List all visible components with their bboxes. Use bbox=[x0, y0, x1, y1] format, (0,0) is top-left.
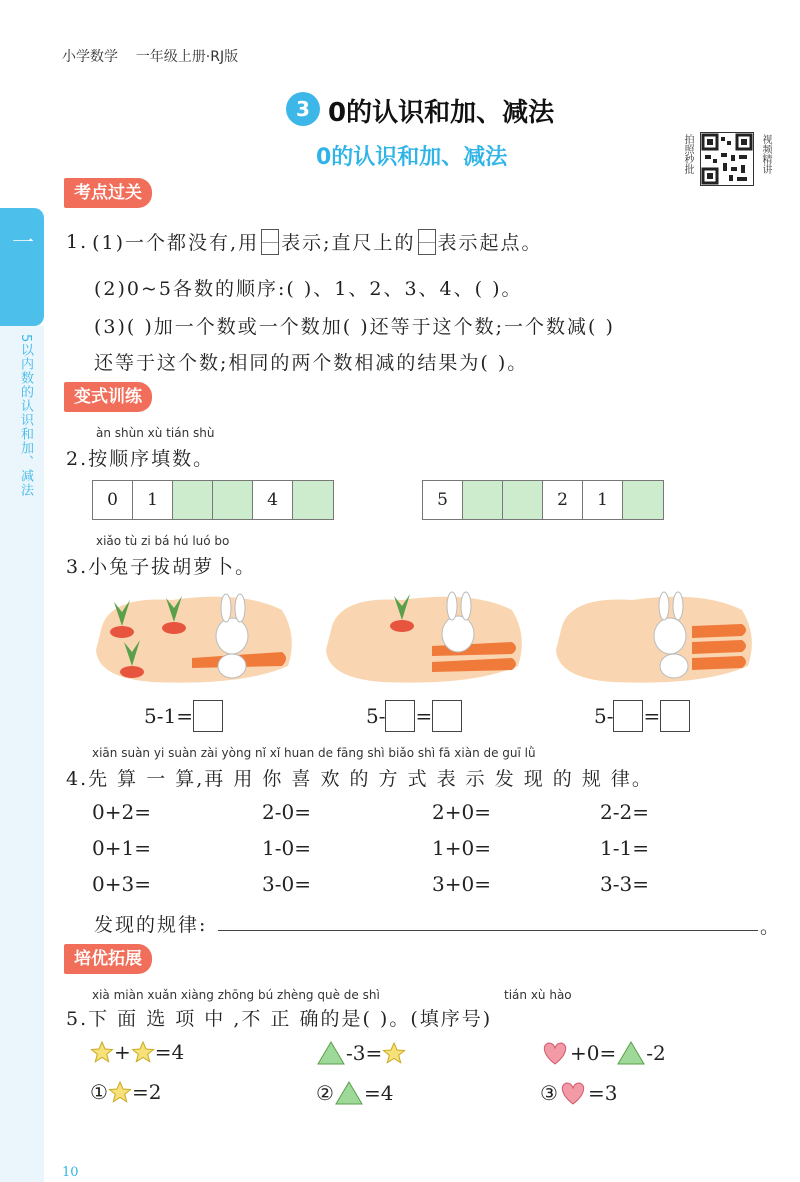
qr-code-icon[interactable] bbox=[700, 132, 754, 186]
question-2-text: 2.按顺序填数。 bbox=[66, 448, 215, 470]
chapter-tab-number: 一 bbox=[12, 231, 35, 256]
option-3[interactable]: ③ =3 bbox=[540, 1081, 618, 1105]
question-3-text: 3.小兔子拔胡萝卜。 bbox=[66, 556, 257, 578]
star-icon bbox=[382, 1041, 406, 1065]
rabbit-carrot-scene-1 bbox=[92, 586, 302, 692]
answer-box[interactable] bbox=[613, 700, 643, 732]
section-header-peiyou: 培优拓展 bbox=[64, 944, 152, 974]
star-icon bbox=[131, 1040, 155, 1064]
page-number: 10 bbox=[62, 1165, 79, 1180]
rule-answer-line[interactable] bbox=[218, 930, 758, 931]
sequence-blank-cell[interactable] bbox=[213, 481, 253, 519]
heart-icon bbox=[540, 1040, 570, 1066]
calc: 2-2= bbox=[600, 800, 649, 824]
sequence-blank-cell[interactable] bbox=[623, 481, 663, 519]
sequence-row-2 bbox=[422, 480, 664, 520]
calc: 0+3= bbox=[92, 872, 151, 896]
equation-3: 5- = bbox=[594, 700, 690, 732]
sequence-cell: 2 bbox=[543, 481, 583, 519]
triangle-icon bbox=[334, 1080, 364, 1106]
equation-1: 5-1= bbox=[144, 700, 223, 732]
book-header: 小学数学 一年级上册·RJ版 bbox=[62, 49, 239, 65]
calc: 1+0= bbox=[432, 836, 491, 860]
calc: 1-0= bbox=[262, 836, 311, 860]
question-1-line-2: (2)0~5各数的顺序:( )、1、2、3、4、( )。 bbox=[94, 278, 523, 300]
answer-box[interactable] bbox=[193, 700, 223, 732]
heart-icon bbox=[558, 1080, 588, 1106]
question-5-pinyin-2: tián xù hào bbox=[504, 988, 572, 1002]
calc: 2+0= bbox=[432, 800, 491, 824]
question-5-pinyin: xià miàn xuǎn xiàng zhōng bú zhèng què de shì bbox=[92, 988, 380, 1002]
option-2[interactable]: ② =4 bbox=[316, 1081, 394, 1105]
question-4-text: 4.先 算 一 算,再 用 你 喜 欢 的 方 式 表 示 发 现 的 规 律。 bbox=[66, 768, 653, 790]
option-star-sum: + =4 bbox=[90, 1040, 184, 1064]
sequence-cell: 0 bbox=[93, 481, 133, 519]
rabbit-carrot-scene-3 bbox=[552, 586, 762, 692]
unit-number-badge: 3 bbox=[286, 92, 320, 126]
qr-right-label: 视频精讲 bbox=[760, 134, 771, 174]
sequence-cell: 5 bbox=[423, 481, 463, 519]
sequence-cell: 1 bbox=[583, 481, 623, 519]
answer-box[interactable] bbox=[432, 700, 462, 732]
triangle-icon bbox=[316, 1040, 346, 1066]
question-4-pinyin: xiān suàn yi suàn zài yòng nǐ xǐ huan de fāng shì biǎo shì fā xiàn de guī lǜ bbox=[92, 746, 536, 760]
sequence-blank-cell[interactable] bbox=[173, 481, 213, 519]
equation-2: 5- = bbox=[366, 700, 462, 732]
rule-end: 。 bbox=[760, 916, 782, 938]
option-triangle-minus: -3= bbox=[316, 1040, 406, 1066]
qr-left-label: 拍照秒批 bbox=[682, 134, 693, 174]
calc: 3-3= bbox=[600, 872, 649, 896]
star-icon bbox=[90, 1040, 114, 1064]
answer-box[interactable] bbox=[385, 700, 415, 732]
question-1-line-3: (3)( )加一个数或一个数加( )还等于这个数;一个数减( ) bbox=[94, 316, 615, 338]
rabbit-carrot-scene-2 bbox=[322, 586, 532, 692]
calc: 3+0= bbox=[432, 872, 491, 896]
question-1-line-4: 还等于这个数;相同的两个数相减的结果为( )。 bbox=[94, 352, 529, 374]
sequence-cell: 4 bbox=[253, 481, 293, 519]
section-header-kaodian: 考点过关 bbox=[64, 178, 152, 208]
calc: 3-0= bbox=[262, 872, 311, 896]
question-1-line-1: 1. (1)一个都没有,用 表示;直尺上的 表示起点。 bbox=[66, 230, 543, 254]
sequence-blank-cell[interactable] bbox=[503, 481, 543, 519]
question-5-text: 5.下 面 选 项 中 ,不 正 确的是( )。(填序号) bbox=[66, 1008, 493, 1030]
sequence-cell: 1 bbox=[133, 481, 173, 519]
calc: 2-0= bbox=[262, 800, 311, 824]
chapter-tab-title: 5以内数的认识和加、减法 bbox=[18, 334, 33, 498]
sequence-row-1 bbox=[92, 480, 334, 520]
calc: 0+2= bbox=[92, 800, 151, 824]
rule-label: 发现的规律: bbox=[94, 914, 208, 936]
calc: 1-1= bbox=[600, 836, 649, 860]
answer-box[interactable] bbox=[660, 700, 690, 732]
question-3-pinyin: xiǎo tù zi bá hú luó bo bbox=[96, 534, 230, 548]
answer-box[interactable] bbox=[418, 229, 436, 255]
triangle-icon bbox=[616, 1040, 646, 1066]
unit-title: 0的认识和加、减法 bbox=[328, 98, 555, 128]
lesson-title: 0的认识和加、减法 bbox=[316, 145, 508, 170]
option-1[interactable]: ① =2 bbox=[90, 1080, 162, 1104]
sequence-blank-cell[interactable] bbox=[293, 481, 333, 519]
calc: 0+1= bbox=[92, 836, 151, 860]
question-2-pinyin: àn shùn xù tián shù bbox=[96, 426, 215, 440]
section-header-bianshi: 变式训练 bbox=[64, 382, 152, 412]
sequence-blank-cell[interactable] bbox=[463, 481, 503, 519]
star-icon bbox=[108, 1080, 132, 1104]
answer-box[interactable] bbox=[261, 229, 279, 255]
option-heart-plus: +0= -2 bbox=[540, 1040, 666, 1066]
